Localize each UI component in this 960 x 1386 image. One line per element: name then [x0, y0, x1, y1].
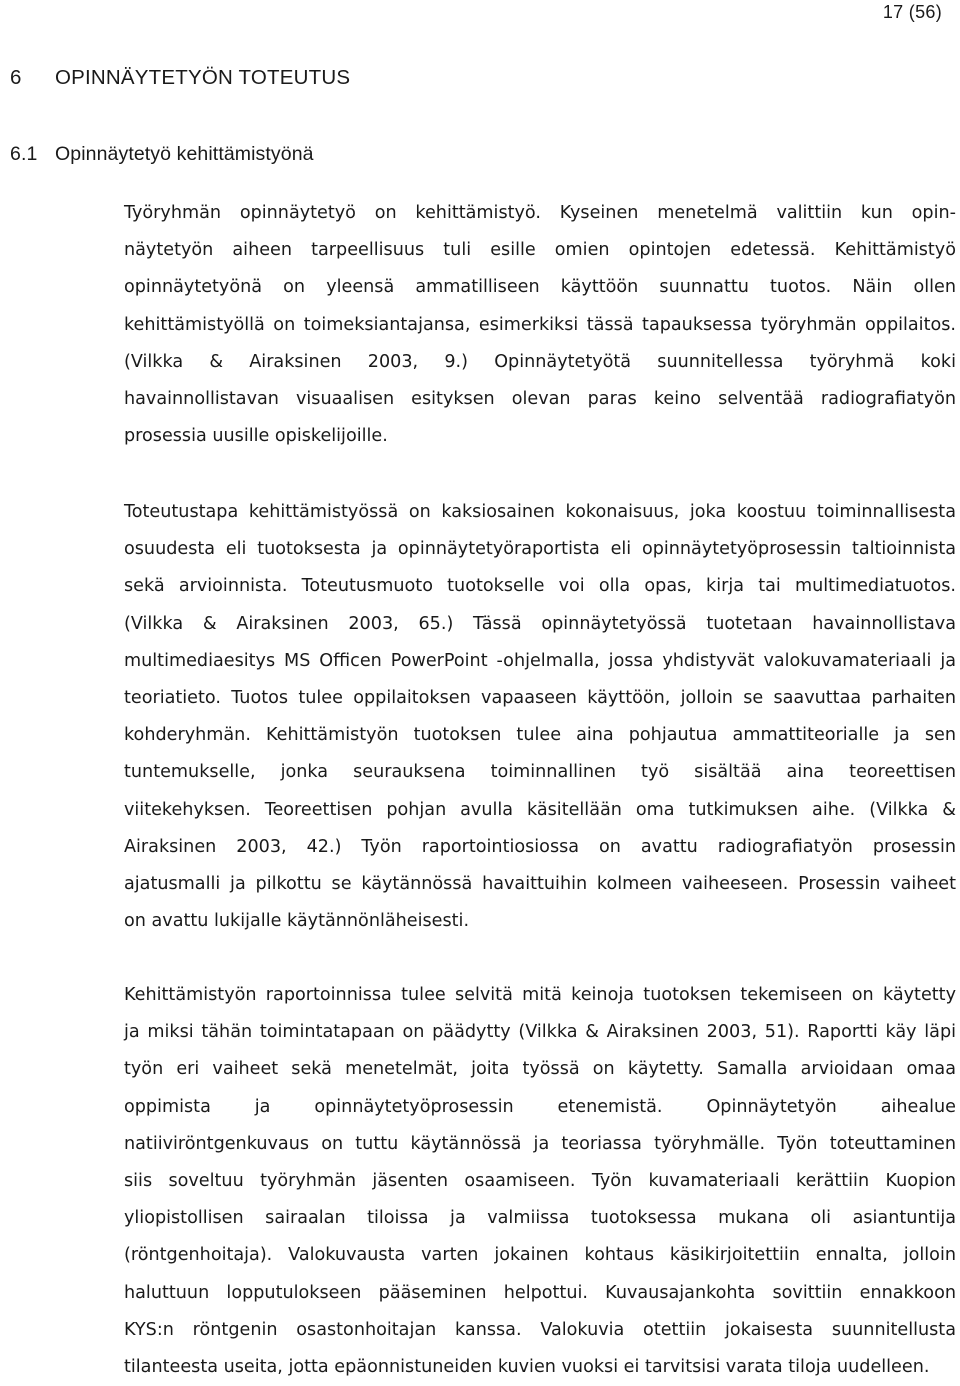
paragraph-line: kohderyhmän. Kehittämistyön tuotoksen tulee aina pohjautua ammattiteorialle ja sen: [124, 725, 956, 746]
paragraph-line: työn eri vaiheet sekä menetelmät, joita työssä on käytetty. Samalla arvioidaan omaa: [124, 1059, 956, 1080]
paragraph-line: tuntemukselle, jonka seurauksena toiminnallinen työ sisältää aina teoreettisen: [124, 762, 956, 783]
section-title: Opinnäytetyö kehittämistyönä: [55, 143, 314, 165]
paragraph-line: on avattu lukijalle käytännönläheisesti.: [124, 911, 470, 932]
page-number: 17 (56): [882, 2, 942, 22]
chapter-heading: [10, 66, 350, 90]
body-paragraph: [124, 195, 956, 455]
paragraph-line: (Vilkka & Airaksinen 2003, 9.) Opinnäytetyötä suunnitellessa työryhmä koki: [124, 351, 956, 372]
paragraph-line: yliopistollisen sairaalan tiloissa ja valmiissa tuotoksessa mukana oli asiantuntija: [124, 1208, 956, 1229]
paragraph-line: multimediaesitys MS Officen PowerPoint -ohjelmalla, jossa yhdistyvät valokuvamateriaali ja: [124, 650, 956, 671]
section-number: 6.1: [10, 143, 38, 165]
paragraph-line: prosessia uusille opiskelijoille.: [124, 426, 388, 447]
paragraph-line: Toteutustapa kehittämistyössä on kaksiosainen kokonaisuus, joka koostuu toiminnallisesta: [124, 502, 956, 522]
paragraph-line: havainnollistavan visuaalisen esityksen olevan paras keino selventää radiografiatyön: [124, 388, 956, 409]
chapter-title: OPINNÄYTETYÖN TOTEUTUS: [55, 66, 351, 89]
paragraph-line: natiiviröntgenkuvaus on tuttu käytännössä ja teoriassa työryhmälle. Työn toteuttaminen: [124, 1133, 956, 1154]
paragraph-line: (röntgenhoitaja). Valokuvausta varten jokainen kohtaus käsikirjoitettiin ennalta, jolloin: [124, 1245, 956, 1266]
paragraph-line: Airaksinen 2003, 42.) Työn raportointiosiossa on avattu radiografiatyön prosessin: [124, 836, 956, 857]
paragraph-line: siis soveltuu työryhmän jäsenten osaamiseen. Työn kuvamateriaali kerättiin Kuopion: [124, 1170, 956, 1191]
paragraph-line: Työryhmän opinnäytetyö on kehittämistyö. Kyseinen menetelmä valittiin kun opin-: [124, 203, 956, 223]
paragraph-line: kehittämistyöllä on toimeksiantajansa, esimerkiksi tässä tapauksessa työryhmän oppilaitos.: [124, 314, 956, 335]
paragraph-line: osuudesta eli tuotoksesta ja opinnäytetyöraportista eli opinnäytetyöprosessin taltioinnista: [124, 539, 956, 560]
paragraph-line: teoriatieto. Tuotos tulee oppilaitoksen vapaaseen käyttöön, jolloin se saavuttaa parhaiten: [124, 687, 956, 708]
paragraph-line: Kehittämistyön raportoinnissa tulee selvitä mitä keinoja tuotoksen tekemiseen on käytetty: [124, 985, 956, 1005]
paragraph-line: näytetyön aiheen tarpeellisuus tuli esille omien opintojen edetessä. Kehittämistyö: [124, 240, 956, 261]
body-paragraph: [124, 977, 956, 1386]
paragraph-line: (Vilkka & Airaksinen 2003, 65.) Tässä opinnäytetyössä tuotetaan havainnollistava: [124, 613, 956, 634]
paragraph-line: tilanteesta useita, jotta epäonnistuneiden kuvien vuoksi ei tarvitsisi varata tiloja uudelleen.: [124, 1356, 930, 1377]
paragraph-line: ja miksi tähän toimintatapaan on päädytty (Vilkka & Airaksinen 2003, 51). Raportti käy läpi: [124, 1022, 956, 1043]
chapter-number: 6: [10, 66, 22, 89]
paragraph-line: viitekehyksen. Teoreettisen pohjan avulla käsitellään oma tutkimuksen aihe. (Vilkka &: [124, 799, 956, 820]
paragraph-line: sekä arvioinnista. Toteutusmuoto tuotokselle voi olla opas, kirja tai multimediatuotos.: [124, 576, 956, 597]
section-heading: [10, 143, 314, 166]
paragraph-line: KYS:n röntgenin osastonhoitajan kanssa. Valokuvia otettiin jokaisesta suunnitellusta: [124, 1319, 956, 1340]
paragraph-line: opinnäytetyönä on yleensä ammatilliseen käyttöön suunnattu tuotos. Näin ollen: [124, 277, 956, 298]
body-paragraph: [124, 494, 956, 940]
paragraph-line: oppimista ja opinnäytetyöprosessin etenemistä. Opinnäytetyön aihealue: [124, 1096, 956, 1117]
paragraph-line: haluttuun lopputulokseen pääseminen helpottui. Kuvausajankohta sovittiin ennakkoon: [124, 1282, 956, 1303]
paragraph-line: ajatusmalli ja pilkottu se käytännössä havaittuihin kolmeen vaiheeseen. Prosessin vaiheet: [124, 873, 956, 894]
